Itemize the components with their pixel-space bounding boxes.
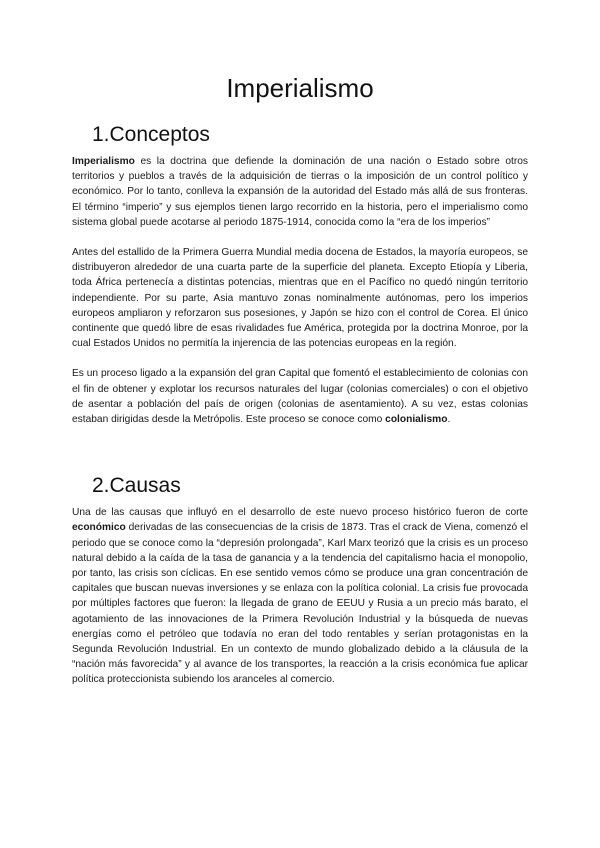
paragraph-end: . <box>447 414 451 426</box>
bold-term-colonialismo: colonialismo <box>385 414 448 426</box>
paragraph-text: Una de las causas que influyó en el desarrollo de este nuevo proceso histórico fueron de corte <box>72 507 528 519</box>
paragraph-text: es la doctrina que defiende la dominación de una nación o Estado sobre otros territorios y pueblos a través de la adquisición de tierras o la imposición de un control político y económico. Por lo tanto, conlleva la expansión de la autoridad del Estado más allá de sus fronteras. El término “imperio” y sus ejemplos tienen largo recorrido en la historia, pero el imperialismo como sistema global puede acotarse al periodo 1875-1914, conocida como la “era de los imperios” <box>72 156 528 228</box>
paragraph-territorial-distribution: Antes del estallido de la Primera Guerra Mundial media docena de Estados, la mayoría europeos, se distribuyeron alrededor de una cuarta parte de la superficie del planeta. Excepto Etiopía y Liberia, toda África pertenecía a distintas potencias, mientras que en el Pacífico no quedó ningún territorio independiente. Por su parte, Asia mantuvo zonas nominalmente autónomas, pero los imperios europeos ampliaron y reforzaron sus posesiones, y Japón se hizo con el control de Corea. El único continente que quedó libre de esas rivalidades fue América, protegida por la doctrina Monroe, por la cual Estados Unidos no permitía la injerencia de las potencias europeas en la región. <box>72 247 528 350</box>
paragraph-economic-causes <box>72 505 528 687</box>
section-heading-causas: 2.Causas <box>92 474 181 498</box>
paragraph-colonialismo <box>72 366 528 427</box>
section-heading-conceptos: 1.Conceptos <box>92 123 210 146</box>
bold-term-imperialismo: Imperialismo <box>72 156 135 167</box>
document-title: Imperialismo <box>226 73 374 103</box>
paragraph-imperialismo-definition <box>72 154 528 230</box>
paragraph-text: Es un proceso ligado a la expansión del gran Capital que fomentó el establecimiento de colonias con el fin de obtener y explotar los recursos naturales del lugar (colonias comerciales) o con el objetivo de asentar a población del país de origen (colonias de asentamiento). A su vez, estas colonias estaban dirigidas desde la Metrópolis. Este proceso se conoce como <box>72 368 528 426</box>
paragraph-text-rest: derivadas de las consecuencias de la crisis de 1873. Tras el crack de Viena, comenzó el periodo que se conoce como la “depresión prolongada”, Karl Marx teorizó que la crisis es un proceso natural debido a la caída de la tasa de ganancia y a la tendencia del capitalismo hacia el monopolio, por tanto, las crisis son cíclicas. En ese sentido vemos cómo se produce una gran concentración de capitales que buscan nuevas inversiones y se enlaza con la política colonial. La crisis fue provocada por múltiples factores que fueron: la llegada de grano de EEUU y Rusia a un precio más barato, el agotamiento de las innovaciones de la Primera Revolución Industrial y la búsqueda de nuevas energías como el petróleo que todavía no eran del todo rentables y serían protagonistas en la Segunda Revolución Industrial. En un contexto de mundo globalizado debido a la cláusula de la “nación más favorecida” y al avance de los transportes, la reacción a la crisis económica fue aplicar política proteccionista subiendo los aranceles al comercio. <box>72 522 528 686</box>
bold-term-economico: económico <box>72 522 126 534</box>
